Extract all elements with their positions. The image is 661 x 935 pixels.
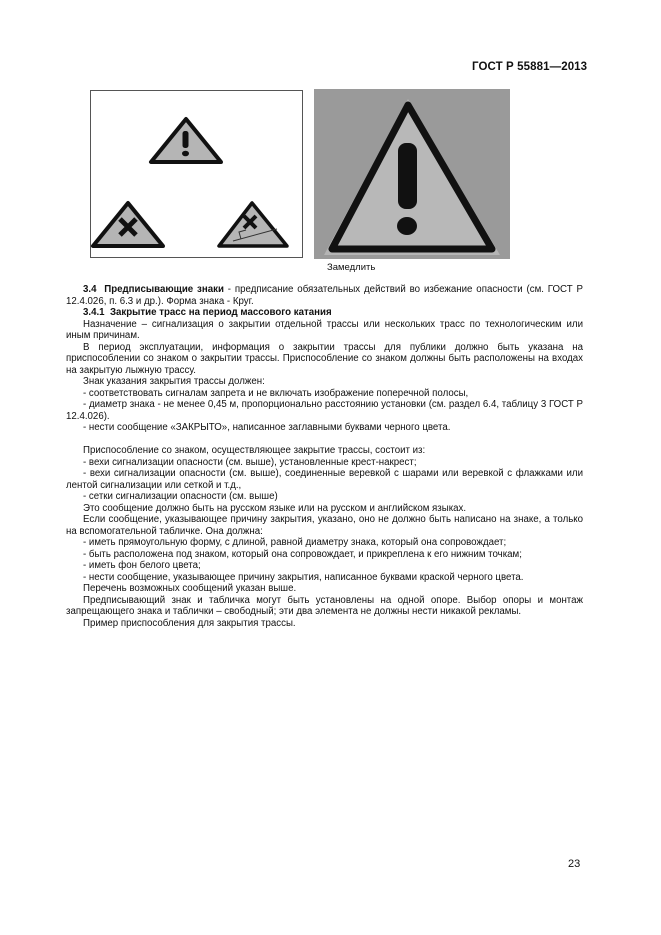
- large-exclamation-triangle-icon: [324, 99, 500, 255]
- list-item: - соответствовать сигналам запрета и не включать изображение поперечной полосы,: [83, 387, 469, 399]
- list-item: - диаметр знака - не менее 0,45 м, пропорционально расстоянию установки (см. раздел 6.4, таблицу 3 ГОСТ Р 12.4.026).: [66, 399, 583, 422]
- subsection-number: 3.4.1: [83, 307, 105, 318]
- page-number: 23: [568, 858, 581, 870]
- figure-caption: Замедлить: [327, 262, 376, 273]
- paragraph: Назначение – сигнализация о закрытии отдельной трассы или нескольких трасс по технологическим или иным причинам.: [66, 318, 583, 341]
- list-item: - быть расположена под знаком, который она сопровождает, и прикреплена к его нижним точкам;: [83, 548, 522, 560]
- paragraph: Пример приспособления для закрытия трассы.: [83, 617, 296, 629]
- document-body: [66, 284, 583, 629]
- list-item: - иметь фон белого цвета;: [83, 560, 201, 571]
- warning-signs-figure: [90, 90, 303, 258]
- list-item: - сетки сигнализации опасности (см. выше): [83, 491, 278, 502]
- section-title: Предписывающие знаки: [104, 284, 224, 295]
- section-3-4: 3.4 Предписывающие знаки - предписание обязательных действий во избежание опасности (см. ГОСТ Р 12.4.026, п. 6.3 и др.). Форма знака - Круг.: [66, 284, 583, 307]
- paragraph: Приспособление со знаком, осуществляющее закрытие трассы, состоит из:: [83, 445, 426, 456]
- cross-triangle-icon: [93, 203, 163, 246]
- paragraph: Знак указания закрытия трассы должен:: [83, 376, 265, 387]
- list-item: - вехи сигнализации опасности (см. выше), установленные крест-накрест;: [83, 456, 417, 468]
- paragraph: В период эксплуатации, информация о закрытии трассы для публики должно быть указана на приспособлении со знаком о закрытии трассы. Приспособление со знаком должны быть расположены на входах на закрытую лыжную трассу.: [66, 341, 583, 376]
- section-number: 3.4: [83, 284, 97, 295]
- list-item: - нести сообщение «ЗАКРЫТО», написанное заглавными буквами черного цвета.: [83, 422, 451, 433]
- section-3-4-1: [66, 307, 583, 319]
- document-header: ГОСТ Р 55881—2013: [472, 61, 588, 73]
- paragraph: Предписывающий знак и табличка могут быть установлены на одной опоре. Выбор опоры и монтаж запрещающего знака и таблички – свободный; эти два элемента не должны нести никакой рекламы.: [66, 594, 583, 617]
- exclamation-triangle-icon: [151, 119, 221, 162]
- cross-slope-triangle-icon: [219, 203, 287, 246]
- slow-down-sign-figure: [314, 89, 510, 259]
- list-item: - вехи сигнализации опасности (см. выше), соединенные веревкой с шарами или веревкой с флажками или лентой сигнализации или сеткой и т.д.,: [66, 468, 583, 491]
- subsection-title: Закрытие трасс на период массового катания: [109, 307, 332, 318]
- list-item: - нести сообщение, указывающее причину закрытия, написанное буквами краской черного цвета.: [83, 571, 524, 583]
- paragraph: Это сообщение должно быть на русском языке или на русском и английском языках.: [83, 502, 467, 514]
- list-item: - иметь прямоугольную форму, с длиной, равной диаметру знака, который она сопровождает;: [83, 537, 507, 548]
- paragraph: Если сообщение, указывающее причину закрытия, указано, оно не должно быть написано на знаке, а только на вспомогательной табличке. Она должна:: [66, 514, 583, 537]
- paragraph: Перечень возможных сообщений указан выше.: [83, 583, 297, 594]
